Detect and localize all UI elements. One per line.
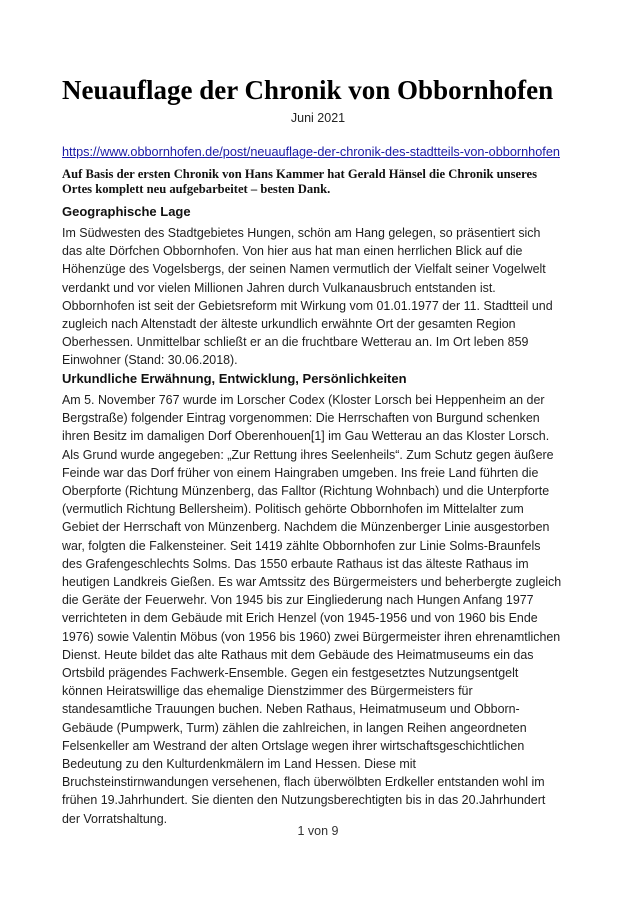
paragraph-line: 1976) sowie Valentin Möbus (von 1956 bis 1960) zwei Bürgermeister ihren ehrenamtlichen (62, 629, 561, 644)
paragraph-line: Oberpforte (Richtung Münzenberg, das Falltor (Richtung Wohnbach) und die Unterpforte (62, 484, 550, 499)
paragraph-line: Feinde war das Dorf früher von einem Haingraben umgeben. Ins freie Land führten die (62, 465, 539, 480)
paragraph-line: Obbornhofen ist seit der Gebietsreform mit Wirkung vom 01.01.1977 der 11. Stadtteil und (62, 298, 553, 313)
paragraph-line: des Grafengeschlechts Solms. Das 1550 erbaute Rathaus ist das älteste Rathaus im (62, 556, 529, 571)
paragraph-line: ihren Besitz im damaligen Dorf Oberenhouen[1] im Gau Wetterau an das Kloster Lorsch. (62, 429, 550, 444)
paragraph-line: Am 5. November 767 wurde im Lorscher Codex (Kloster Lorsch bei Heppenheim an der (62, 393, 545, 407)
paragraph-line: Bergstraße) folgender Eintrag vorgenommen: Die Herrschaften von Burgund schenken (62, 411, 540, 426)
paragraph-line: Bedeutung zu den Kulturdenkmälern im Land Hessen. Diese mit (62, 757, 416, 772)
paragraph-line: (vermutlich Richtung Bellersheim). Politisch gehörte Obbornhofen im Mittelalter zum (62, 502, 524, 517)
paragraph-line: der Vorratshaltung. (62, 811, 168, 826)
source-link[interactable]: https://www.obbornhofen.de/post/neuauflage-der-chronik-des-stadtteils-von-obbornhofen (62, 145, 560, 159)
intro-line: Auf Basis der ersten Chronik von Hans Kammer hat Gerald Hänsel die Chronik unseres (62, 167, 537, 181)
paragraph-line: Felsenkeller am Westrand der alten Ortslage wegen ihrer wirtschaftsgeschichtlichen (62, 738, 525, 753)
paragraph-line: die Geräte der Feuerwehr. Von 1945 bis zur Eingliederung nach Hungen Anfang 1977 (62, 593, 534, 608)
section-heading-urkundliche-erwaehnung: Urkundliche Erwähnung, Entwicklung, Persönlichkeiten (62, 371, 407, 386)
page-title: Neuauflage der Chronik von Obbornhofen (62, 75, 554, 105)
section-paragraph-urkundliche-erwaehnung (62, 391, 561, 828)
paragraph-line: Als Grund wurde angegeben: „Zur Rettung ihres Seelenheils“. Zum Schutz gegen äußere (62, 447, 554, 462)
paragraph-line: war, folgten die Falkensteiner. Seit 1419 zählte Obbornhofen zur Linie Solms-Braunfels (62, 538, 541, 553)
paragraph-line: Im Südwesten des Stadtgebietes Hungen, schön am Hang gelegen, so präsentiert sich (62, 226, 541, 240)
paragraph-line: verdankt und vor vielen Millionen Jahren durch Vulkanausbruch entstanden ist. (62, 280, 496, 295)
paragraph-line: heutigen Landkreis Gießen. Es war Amtssitz des Bürgermeisters und beherbergte zugleich (62, 575, 562, 590)
page-number: 1 von 9 (297, 824, 339, 838)
paragraph-line: Gebäude (Pumpwerk, Turm) zählen die zahlreichen, in langen Reihen angeordneten (62, 720, 527, 735)
paragraph-line: Ortsbild prägendes Fachwerk-Ensemble. Gegen ein festgesetztes Nutzungsentgelt (62, 666, 519, 681)
paragraph-line: können Heiratswillige das ehemalige Dienstzimmer des Bürgermeisters für (62, 684, 473, 699)
section-paragraph-geographische-lage (62, 224, 553, 370)
paragraph-line: frühen 19.Jahrhundert. Sie dienten den Nutzungsberechtigten bis in das 20.Jahrhundert (62, 793, 546, 808)
section-heading-geographische-lage: Geographische Lage (62, 204, 191, 219)
paragraph-line: Dienst. Heute bildet das alte Rathaus mit dem Gebäude des Heimatmuseums ein das (62, 647, 534, 662)
paragraph-line: zugleich nach Altenstadt der älteste urkundlich erwähnte Ort der gesamten Region (62, 317, 516, 332)
paragraph-line: verrichteten in dem Gebäude mit Erich Henzel (von 1945-1956 und von 1960 bis Ende (62, 611, 538, 626)
publication-date: Juni 2021 (290, 111, 346, 125)
paragraph-line: Einwohner (Stand: 30.06.2018). (62, 353, 238, 368)
intro-text (62, 167, 572, 197)
paragraph-line: Gebiet der Herrschaft von Münzenberg. Nachdem die Münzenberger Linie ausgestorben (62, 520, 550, 535)
paragraph-line: Höhenzüge des Vogelsbergs, der seinen Namen vermutlich der Vielfalt seiner Vogelwelt (62, 262, 546, 277)
paragraph-line: Oberhessen. Unmittelbar schließt er an die fruchtbare Wetterau an. Im Ort leben 859 (62, 335, 529, 350)
paragraph-line: das alte Dörfchen Obbornhofen. Von hier aus hat man einen herrlichen Blick auf die (62, 244, 523, 259)
paragraph-line: standesamtliche Trauungen buchen. Neben Rathaus, Heimatmuseum und Obborn- (62, 702, 520, 717)
paragraph-line: Bruchsteinstirnwandungen versehenen, flach überwölbten Erdkeller entstanden wohl im (62, 775, 545, 790)
intro-line: Ortes komplett neu aufgebarbeitet – besten Dank. (62, 182, 331, 196)
